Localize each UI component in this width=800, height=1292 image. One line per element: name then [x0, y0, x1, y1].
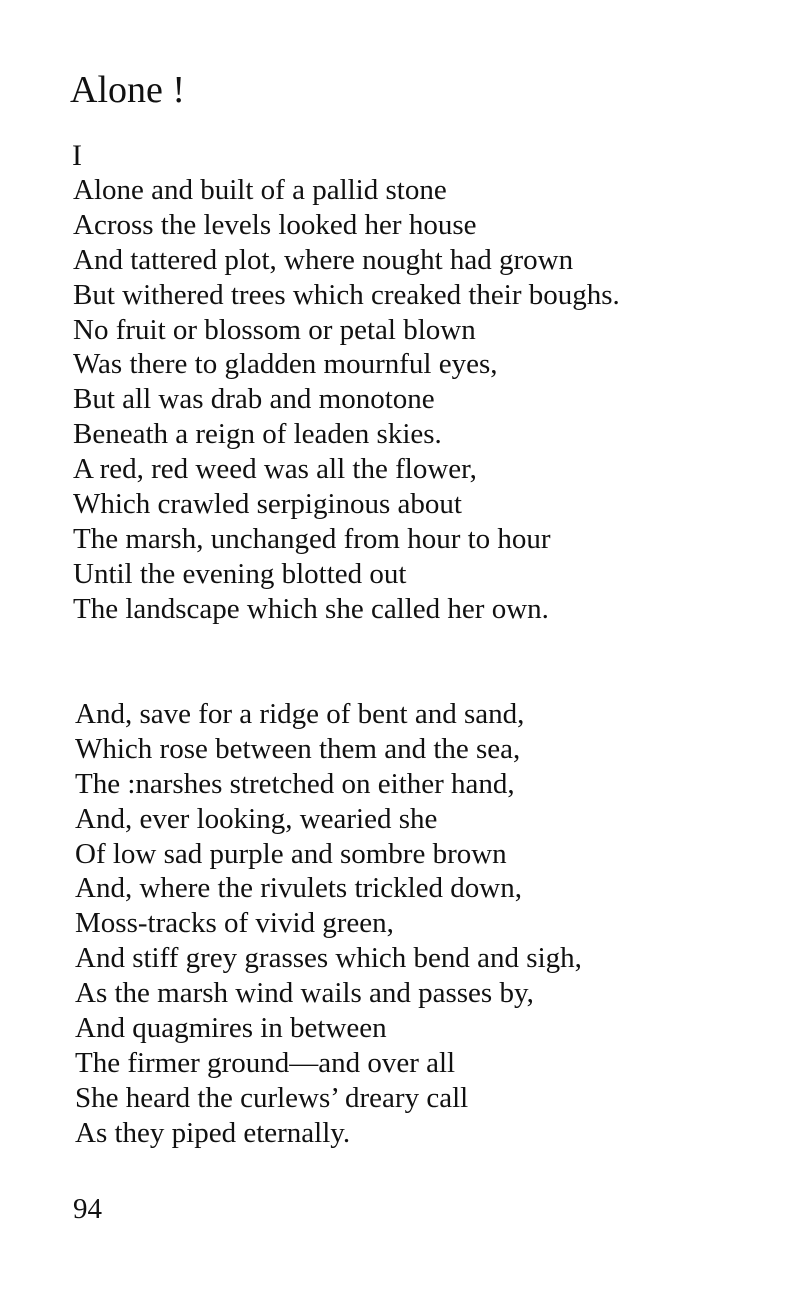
poem-line: The marsh, unchanged from hour to hour: [73, 522, 551, 555]
stanza-1: [73, 173, 620, 627]
page-number: 94: [73, 1193, 102, 1225]
poem-line: Until the evening blotted out: [73, 557, 407, 590]
poem-line: A red, red weed was all the flower,: [73, 453, 477, 486]
poem-line: The firmer ground—and over all: [75, 1046, 456, 1079]
poem-line: Across the levels looked her house: [73, 208, 477, 241]
poem-line: Which rose between them and the sea,: [75, 732, 521, 765]
poem-line: Moss-tracks of vivid green,: [75, 907, 394, 940]
section-numeral: I: [72, 139, 82, 172]
poem-line: But withered trees which creaked their boughs.: [73, 278, 620, 311]
poem-line: As the marsh wind wails and passes by,: [75, 977, 534, 1010]
poem-line: The landscape which she called her own.: [73, 592, 549, 625]
poem-line: Beneath a reign of leaden skies.: [73, 418, 442, 451]
poem-line: And, where the rivulets trickled down,: [75, 872, 522, 905]
poem-line: Of low sad purple and sombre brown: [75, 837, 507, 870]
stanza-2: [75, 697, 582, 1151]
poem-line: No fruit or blossom or petal blown: [73, 313, 476, 346]
poem-line: And, ever looking, wearied she: [75, 802, 438, 835]
poem-line: As they piped eternally.: [75, 1116, 351, 1149]
poem-line: Which crawled serpiginous about: [73, 488, 462, 521]
poem-line: And stiff grey grasses which bend and sigh,: [75, 942, 582, 975]
poem-line: The :narshes stretched on either hand,: [75, 767, 515, 800]
poem-title: Alone !: [70, 69, 186, 111]
poem-line: She heard the curlews’ dreary call: [75, 1081, 469, 1114]
poem-line: Alone and built of a pallid stone: [73, 174, 447, 206]
poem-line: And tattered plot, where nought had grown: [73, 243, 574, 276]
poem-line: Was there to gladden mournful eyes,: [73, 348, 498, 381]
poem-line: And quagmires in between: [75, 1012, 387, 1045]
poem-line: And, save for a ridge of bent and sand,: [75, 698, 525, 730]
poem-line: But all was drab and monotone: [73, 383, 435, 416]
